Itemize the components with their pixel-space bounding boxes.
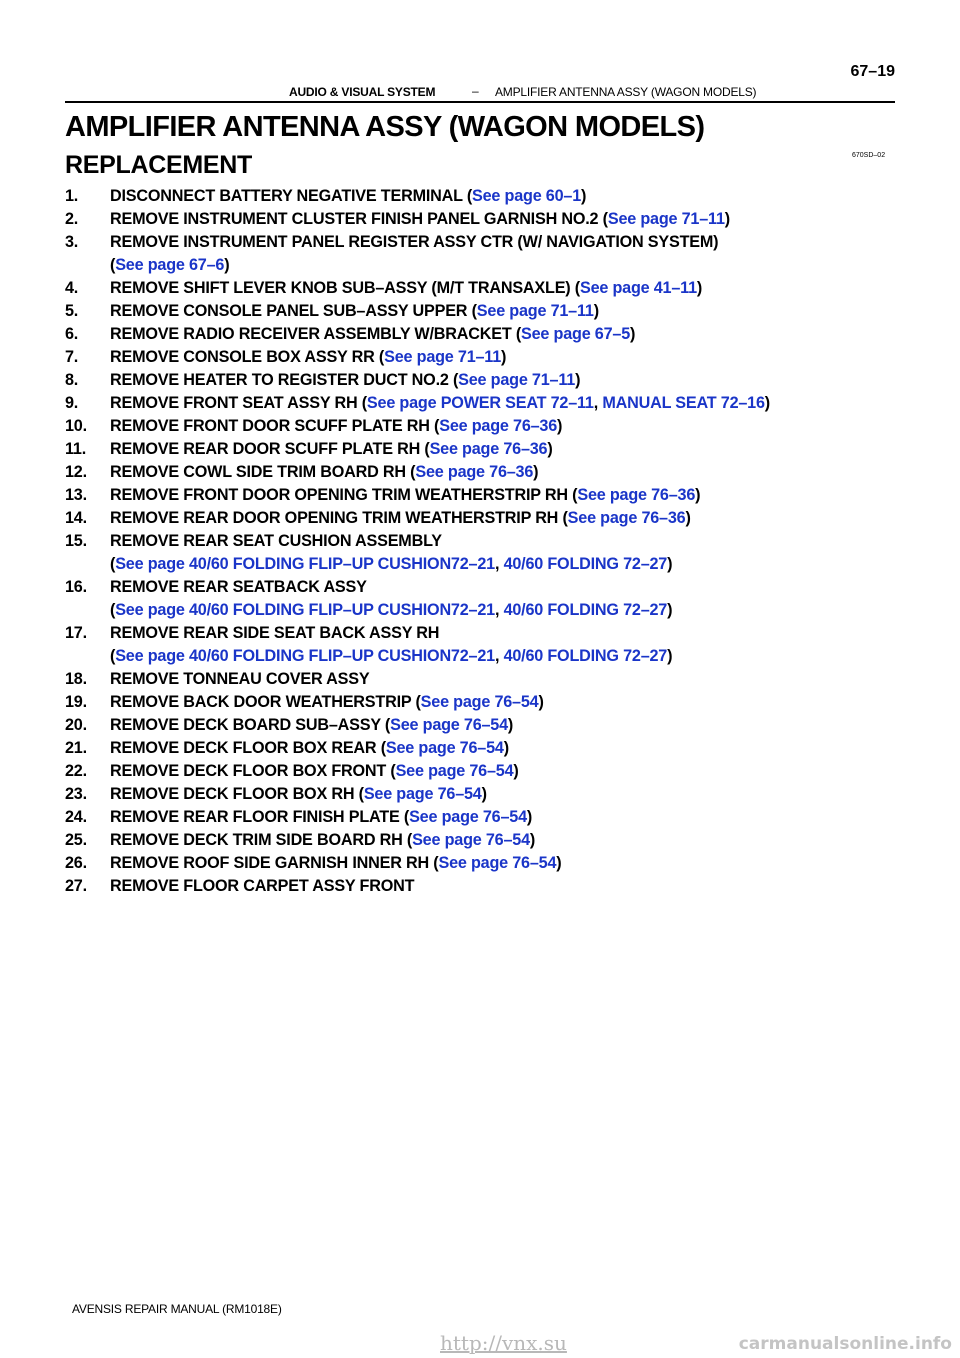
step-text-segment: REMOVE ROOF SIDE GARNISH INNER RH (: [110, 854, 439, 872]
procedure-step: [65, 530, 895, 576]
header-subsection-title: AMPLIFIER ANTENNA ASSY (WAGON MODELS): [495, 85, 757, 99]
see-page-link[interactable]: See page 40/60 FOLDING FLIP–UP CUSHION72–21: [115, 601, 495, 619]
step-text: [110, 463, 538, 481]
step-number: 13.: [65, 486, 87, 504]
step-text: [110, 371, 580, 389]
step-number: 7.: [65, 348, 79, 366]
step-number: 9.: [65, 394, 79, 412]
step-text-segment: ): [593, 302, 599, 320]
step-text-segment: REMOVE CONSOLE PANEL SUB–ASSY UPPER (: [110, 302, 477, 320]
step-text: [110, 831, 535, 849]
see-page-link[interactable]: 40/60 FOLDING 72–27: [503, 555, 668, 573]
procedure-step: [65, 392, 895, 415]
step-number: 8.: [65, 371, 79, 389]
step-number: 4.: [65, 279, 79, 297]
see-page-link[interactable]: See page 76–54: [409, 808, 527, 826]
step-text-segment: REMOVE DECK BOARD SUB–ASSY (: [110, 716, 391, 734]
step-text-segment: ,: [494, 555, 504, 573]
procedure-step: [65, 829, 895, 852]
see-page-link[interactable]: See page 67–5: [521, 325, 631, 343]
step-text-segment: REMOVE FRONT DOOR SCUFF PLATE RH (: [110, 417, 440, 435]
step-text-segment: REMOVE REAR SEAT CUSHION ASSEMBLY: [110, 532, 442, 550]
step-number: 10.: [65, 417, 87, 435]
step-text-segment: REMOVE BACK DOOR WEATHERSTRIP (: [110, 693, 421, 711]
step-number: 6.: [65, 325, 79, 343]
procedure-step: [65, 300, 895, 323]
step-text: [110, 325, 635, 343]
step-text-segment: ): [667, 601, 673, 619]
see-page-link[interactable]: See page 71–11: [458, 371, 576, 389]
procedure-step: [65, 277, 895, 300]
see-page-link[interactable]: See page 76–54: [390, 716, 508, 734]
step-text: [110, 670, 369, 688]
see-page-link[interactable]: See page 76–36: [577, 486, 696, 504]
step-text-segment: REMOVE DECK FLOOR BOX REAR (: [110, 739, 386, 757]
procedure-step: [65, 737, 895, 760]
step-text-segment: ): [526, 808, 533, 826]
step-number: 24.: [65, 808, 87, 826]
step-text-segment: ): [696, 279, 703, 297]
step-number: 15.: [65, 532, 87, 550]
header-divider: [65, 101, 895, 103]
step-number: 20.: [65, 716, 87, 734]
step-text: [110, 762, 519, 780]
step-text-segment: REMOVE REAR DOOR SCUFF PLATE RH (: [110, 440, 430, 458]
step-text-segment: ): [556, 854, 562, 872]
see-page-link[interactable]: See page 76–54: [363, 785, 482, 803]
see-page-link[interactable]: MANUAL SEAT 72–16: [602, 394, 765, 412]
step-number: 2.: [65, 210, 79, 228]
step-text: [110, 624, 672, 665]
step-number: 17.: [65, 624, 87, 642]
step-text-segment: (: [110, 256, 116, 274]
step-text-segment: REMOVE FLOOR CARPET ASSY FRONT: [110, 877, 415, 895]
step-text: [110, 808, 532, 826]
step-text-segment: REMOVE COWL SIDE TRIM BOARD RH (: [110, 463, 416, 481]
procedure-steps-list: [65, 185, 895, 898]
step-text-segment: REMOVE REAR SIDE SEAT BACK ASSY RH: [110, 624, 440, 642]
step-text-segment: ): [529, 831, 536, 849]
step-text-segment: ): [575, 371, 581, 389]
step-text-segment: REMOVE TONNEAU COVER ASSY: [110, 670, 370, 688]
step-number: 22.: [65, 762, 87, 780]
see-page-link[interactable]: See page 71–11: [384, 348, 502, 366]
header-separator: –: [472, 84, 479, 98]
step-text-segment: REMOVE FRONT DOOR OPENING TRIM WEATHERSTRIP RH (: [110, 486, 578, 504]
page-number: 67–19: [850, 63, 895, 80]
step-text-segment: ): [481, 785, 487, 803]
step-number: 12.: [65, 463, 87, 481]
step-text-segment: ): [630, 325, 636, 343]
step-text-segment: REMOVE HEATER TO REGISTER DUCT NO.2 (: [110, 371, 459, 389]
step-text-segment: REMOVE REAR DOOR OPENING TRIM WEATHERSTRIP RH (: [110, 509, 568, 527]
step-text-segment: REMOVE DECK TRIM SIDE BOARD RH (: [110, 831, 413, 849]
procedure-step: [65, 438, 895, 461]
see-page-link[interactable]: See page 76–54: [395, 762, 514, 780]
see-page-link[interactable]: See page 71–11: [607, 210, 725, 228]
step-text-segment: ,: [593, 394, 603, 412]
procedure-step: [65, 691, 895, 714]
step-text-segment: REMOVE DECK FLOOR BOX RH (: [110, 785, 364, 803]
step-text-segment: (: [110, 555, 116, 573]
step-number: 19.: [65, 693, 87, 711]
procedure-step: [65, 415, 895, 438]
see-page-link[interactable]: See page 76–36: [415, 463, 534, 481]
step-text: [110, 739, 509, 757]
step-text-segment: REMOVE CONSOLE BOX ASSY RR (: [110, 348, 385, 366]
step-text: [110, 417, 562, 435]
step-text: [110, 348, 506, 366]
step-text-segment: ): [581, 187, 587, 205]
step-text: [110, 486, 700, 504]
step-text: [110, 578, 672, 619]
footer-manual-id: AVENSIS REPAIR MANUAL (RM1018E): [72, 1302, 282, 1316]
step-text: [110, 509, 691, 527]
step-text: [110, 302, 599, 320]
step-text-segment: ): [513, 762, 519, 780]
step-number: 14.: [65, 509, 87, 527]
see-page-link[interactable]: See page 40/60 FOLDING FLIP–UP CUSHION72–21: [115, 555, 495, 573]
step-text-segment: ): [547, 440, 553, 458]
procedure-step: [65, 668, 895, 691]
step-text-segment: ): [695, 486, 701, 504]
step-text-segment: REMOVE DECK FLOOR BOX FRONT (: [110, 762, 396, 780]
step-text-segment: REMOVE INSTRUMENT CLUSTER FINISH PANEL GARNISH NO.2 (: [110, 210, 608, 228]
section-heading: REPLACEMENT: [65, 151, 252, 179]
step-text-segment: ): [685, 509, 691, 527]
procedure-step: [65, 323, 895, 346]
step-text-segment: REMOVE RADIO RECEIVER ASSEMBLY W/BRACKET (: [110, 325, 522, 343]
step-text-segment: ): [533, 463, 539, 481]
step-text: [110, 693, 544, 711]
step-number: 1.: [65, 187, 79, 205]
procedure-step: [65, 576, 895, 622]
see-page-link[interactable]: See page 71–11: [476, 302, 594, 320]
step-text-segment: ): [224, 256, 230, 274]
step-text: [110, 877, 414, 895]
step-number: 27.: [65, 877, 87, 895]
step-number: 3.: [65, 233, 79, 251]
procedure-step: [65, 714, 895, 737]
procedure-step: [65, 507, 895, 530]
procedure-step: [65, 461, 895, 484]
procedure-step: [65, 760, 895, 783]
step-number: 11.: [65, 440, 87, 458]
see-page-link[interactable]: See page 40/60 FOLDING FLIP–UP CUSHION72–21: [115, 647, 495, 665]
step-text-segment: REMOVE SHIFT LEVER KNOB SUB–ASSY (M/T TRANSAXLE) (: [110, 279, 580, 297]
procedure-step: [65, 783, 895, 806]
step-text-segment: ,: [494, 647, 504, 665]
step-text: [110, 785, 487, 803]
step-text-segment: ,: [494, 601, 504, 619]
procedure-step: [65, 875, 895, 898]
see-page-link[interactable]: See page 67–6: [115, 256, 225, 274]
step-text-segment: ): [724, 210, 730, 228]
step-text: [110, 440, 553, 458]
document-code: 670SD–02: [852, 152, 886, 159]
step-text: [110, 233, 718, 274]
see-page-link[interactable]: See page 76–36: [439, 417, 558, 435]
step-text-segment: REMOVE REAR FLOOR FINISH PLATE (: [110, 808, 410, 826]
step-text-segment: ): [557, 417, 563, 435]
step-text-segment: ): [764, 394, 770, 412]
see-page-link[interactable]: See page 76–36: [429, 440, 548, 458]
step-text: [110, 279, 702, 297]
step-text-segment: ): [667, 555, 673, 573]
step-text-segment: (: [110, 647, 116, 665]
step-number: 26.: [65, 854, 87, 872]
procedure-step: [65, 622, 895, 668]
procedure-step: [65, 231, 895, 277]
see-page-link[interactable]: 40/60 FOLDING 72–27: [503, 647, 668, 665]
see-page-link[interactable]: See page 76–54: [412, 831, 530, 849]
step-number: 21.: [65, 739, 87, 757]
step-number: 23.: [65, 785, 87, 803]
procedure-step: [65, 369, 895, 392]
step-text-segment: ): [667, 647, 673, 665]
procedure-step: [65, 484, 895, 507]
see-page-link[interactable]: See page 76–36: [567, 509, 686, 527]
watermark-url-link[interactable]: http://vnx.su: [440, 1331, 567, 1355]
step-text-segment: (: [110, 601, 116, 619]
step-text-segment: REMOVE FRONT SEAT ASSY RH (: [110, 394, 367, 412]
step-text-segment: ): [501, 348, 507, 366]
procedure-step: [65, 806, 895, 829]
step-number: 16.: [65, 578, 87, 596]
procedure-step: [65, 852, 895, 875]
procedure-step: [65, 208, 895, 231]
step-text-segment: REMOVE REAR SEATBACK ASSY: [110, 578, 367, 596]
step-number: 5.: [65, 302, 79, 320]
step-text: [110, 394, 770, 412]
see-page-link[interactable]: See page 41–11: [579, 279, 697, 297]
procedure-step: [65, 346, 895, 369]
procedure-step: [65, 185, 895, 208]
see-page-link[interactable]: See page 60–1: [472, 187, 582, 205]
step-number: 25.: [65, 831, 87, 849]
see-page-link[interactable]: See page 76–54: [385, 739, 504, 757]
step-text: [110, 210, 730, 228]
see-page-link[interactable]: See page POWER SEAT 72–11: [366, 394, 594, 412]
see-page-link[interactable]: See page 76–54: [420, 693, 539, 711]
header-section-title: AUDIO & VISUAL SYSTEM: [289, 85, 436, 99]
see-page-link[interactable]: See page 76–54: [438, 854, 557, 872]
watermark-site-name: carmanualsonline.info: [738, 1334, 952, 1354]
step-text: [110, 854, 561, 872]
step-text: [110, 532, 672, 573]
step-text-segment: ): [503, 739, 509, 757]
step-text-segment: REMOVE INSTRUMENT PANEL REGISTER ASSY CTR (W/ NAVIGATION SYSTEM): [110, 233, 719, 251]
page-title: AMPLIFIER ANTENNA ASSY (WAGON MODELS): [65, 111, 705, 143]
step-number: 18.: [65, 670, 87, 688]
step-text-segment: DISCONNECT BATTERY NEGATIVE TERMINAL (: [110, 187, 473, 205]
see-page-link[interactable]: 40/60 FOLDING 72–27: [503, 601, 668, 619]
step-text: [110, 716, 513, 734]
step-text-segment: ): [507, 716, 514, 734]
step-text-segment: ): [538, 693, 544, 711]
step-text: [110, 187, 586, 205]
